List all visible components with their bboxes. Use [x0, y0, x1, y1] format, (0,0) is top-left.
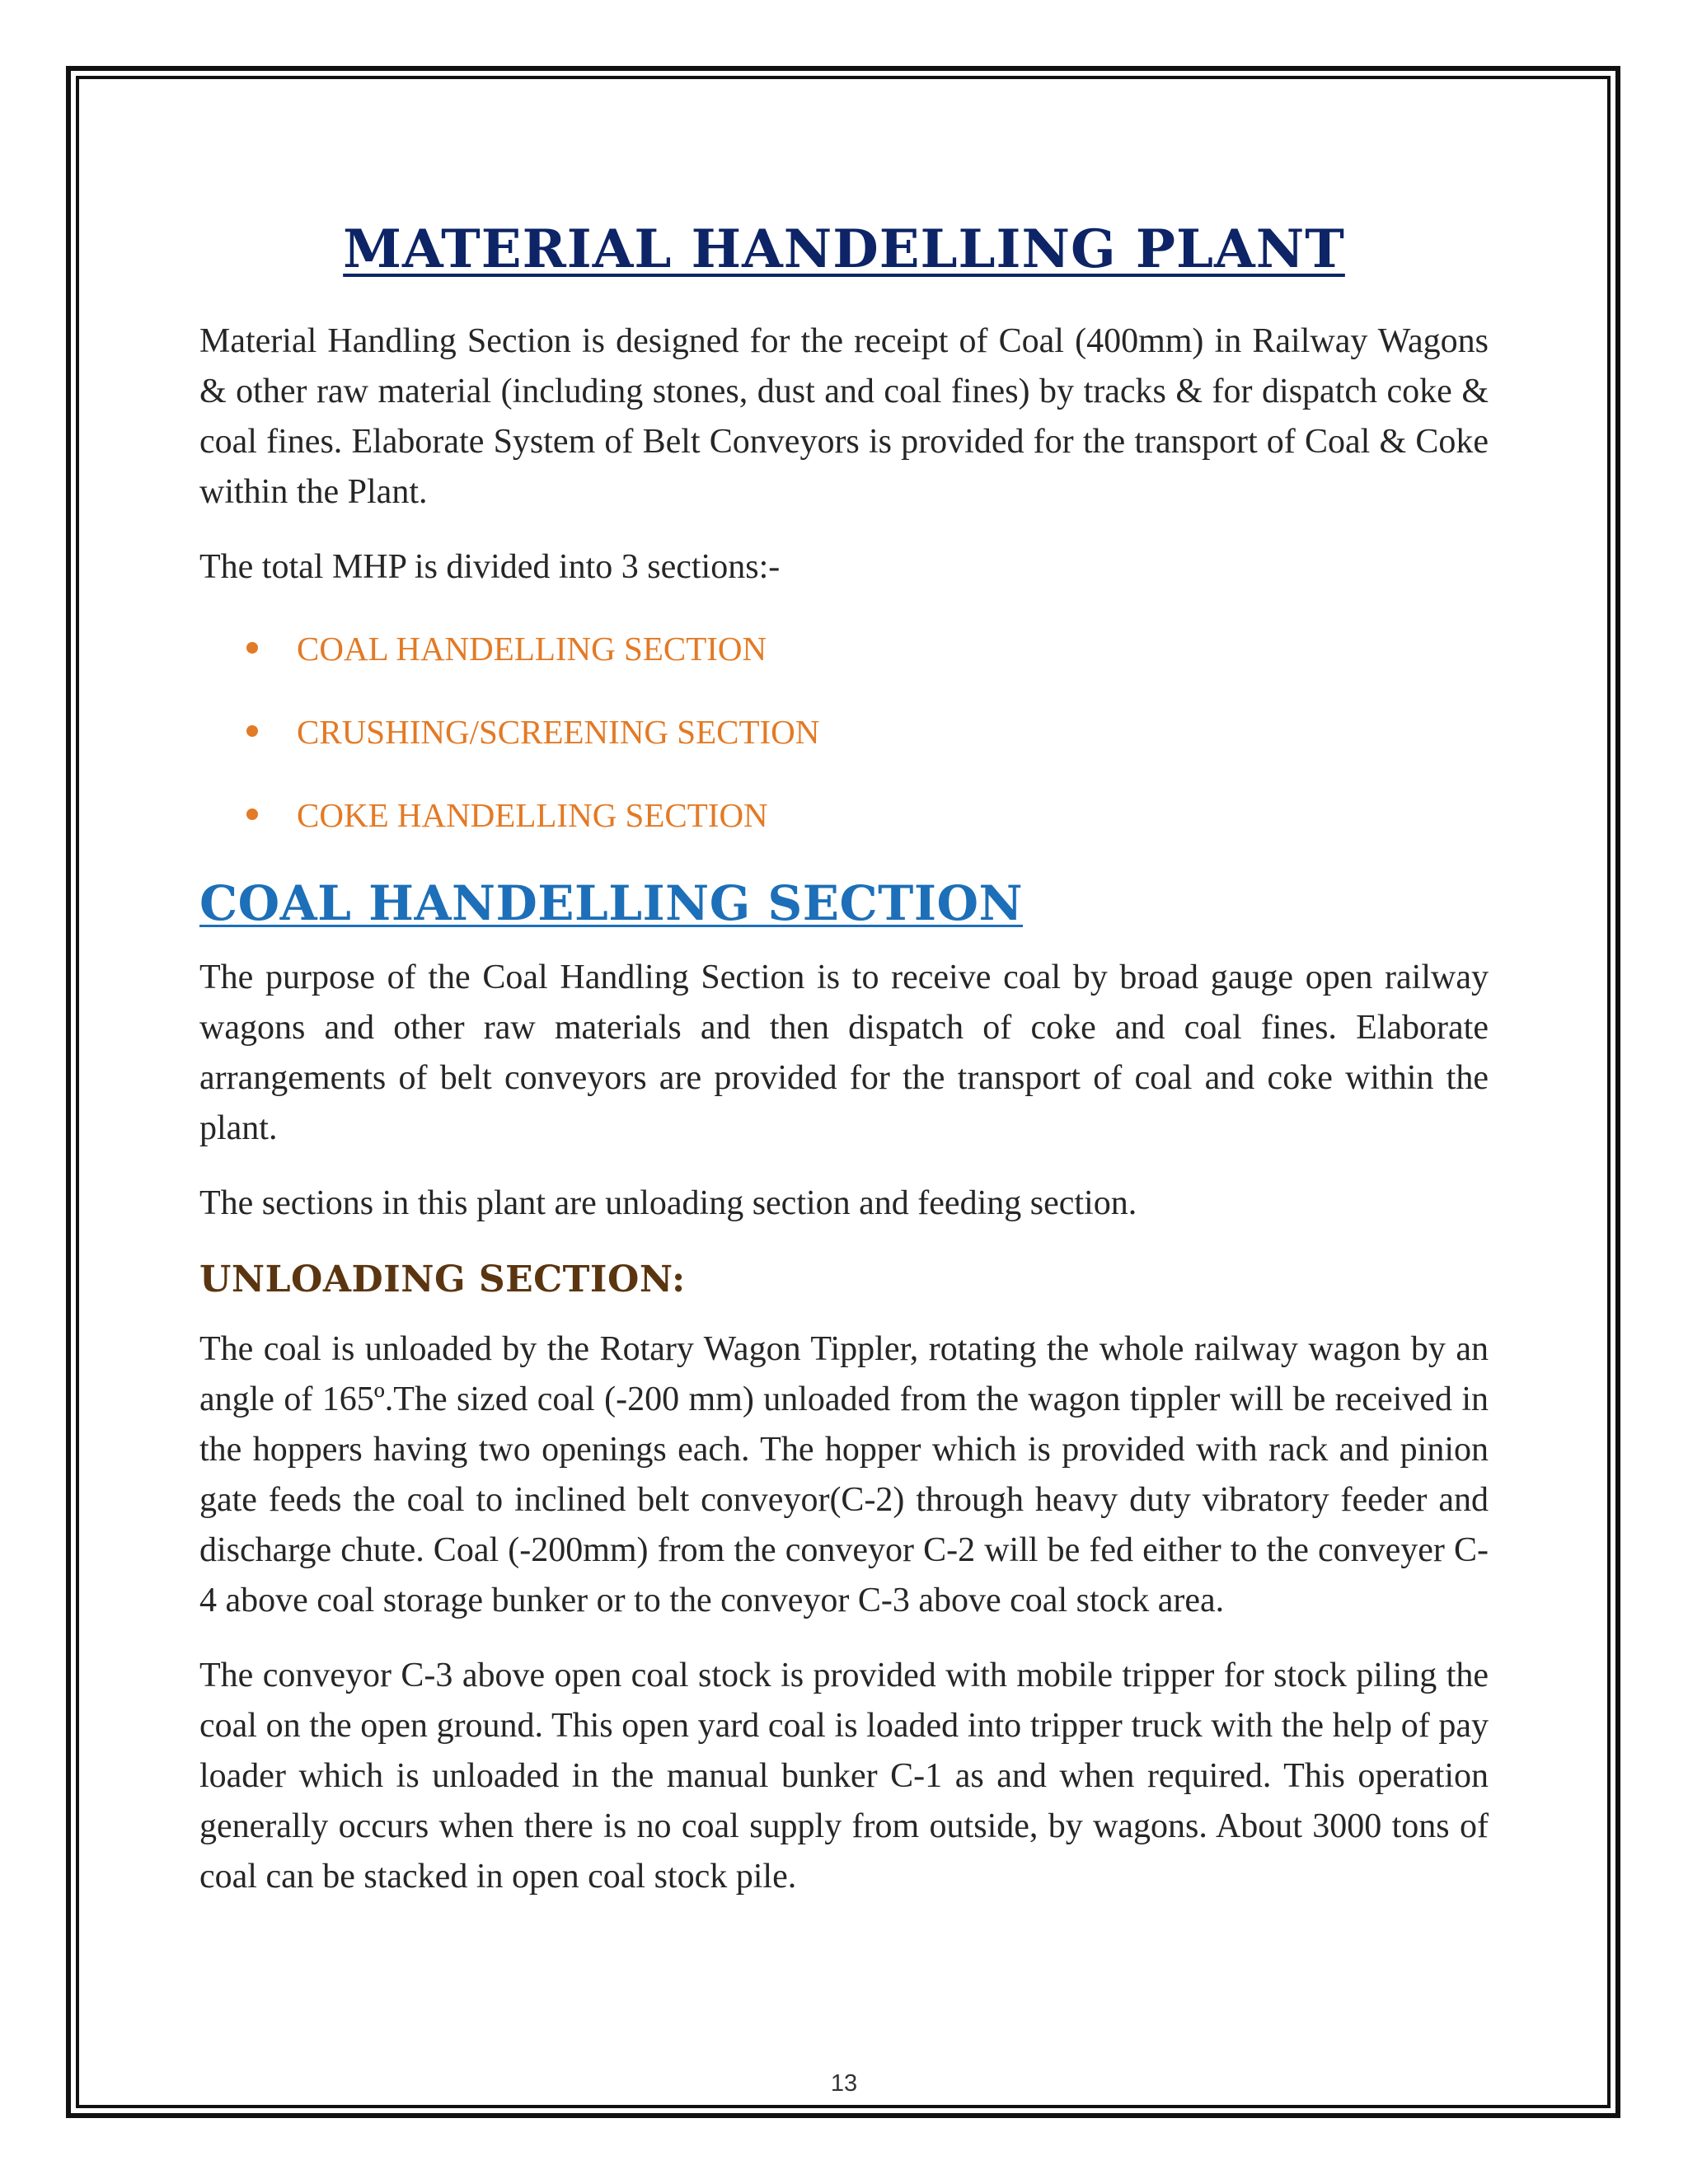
bullet-icon: [246, 642, 258, 654]
unloading-paragraph-2: The conveyor C-3 above open coal stock is provided with mobile tripper for stock piling the coal on the open ground. This open yard coal is loaded into tripper truck with the help of pay loader which is unloaded in the manual bunker C-1 as and when required. This operation generally occurs when there is no coal supply from outside, by wagons. About 3000 tons of coal can be stacked in open coal stock pile.: [199, 1656, 1489, 1896]
sections-list: [199, 624, 1489, 841]
bullet-icon: [246, 808, 258, 820]
list-item: [199, 790, 1489, 841]
page-content: [199, 218, 1489, 1902]
sections-intro: The total MHP is divided into 3 sections:-: [199, 547, 781, 586]
page-number: 13: [830, 2070, 858, 2097]
list-item-label: COKE HANDELLING SECTION: [297, 795, 768, 834]
coal-section-paragraph: The purpose of the Coal Handling Section is to receive coal by broad gauge open railway wagons and other raw materials and then dispatch of coke and coal fines. Elaborate arrangements of belt conveyors are provided for the transport of coal and coke within the plant.: [199, 958, 1489, 1147]
bullet-icon: [246, 725, 258, 737]
list-item: [199, 707, 1489, 757]
coal-sections-note: The sections in this plant are unloading section and feeding section.: [199, 1183, 1137, 1222]
unloading-section-heading: UNLOADING SECTION:: [199, 1258, 686, 1301]
list-item: [199, 624, 1489, 674]
unloading-paragraph-1: The coal is unloaded by the Rotary Wagon Tippler, rotating the whole railway wagon by an angle of 165º.The sized coal (-200 mm) unloaded from the wagon tippler will be received in the hoppers having two openings each. The hopper which is provided with rack and pinion gate feeds the coal to inclined belt conveyor(C-2) through heavy duty vibratory feeder and discharge chute. Coal (-200mm) from the conveyor C-2 will be fed either to the conveyer C-4 above coal storage bunker or to the conveyor C-3 above coal stock area.: [199, 1329, 1489, 1619]
list-item-label: COAL HANDELLING SECTION: [297, 629, 767, 668]
page-title: MATERIAL HANDELLING PLANT: [343, 218, 1345, 280]
coal-section-heading: COAL HANDELLING SECTION: [199, 874, 1024, 931]
intro-paragraph: Material Handling Section is designed for the receipt of Coal (400mm) in Railway Wagons & other raw material (including stones, dust and coal fines) by tracks & for dispatch coke & coal fines. Elaborate System of Belt Conveyors is provided for the transport of Coal & Coke within the Plant.: [199, 321, 1489, 511]
list-item-label: CRUSHING/SCREENING SECTION: [297, 712, 820, 751]
